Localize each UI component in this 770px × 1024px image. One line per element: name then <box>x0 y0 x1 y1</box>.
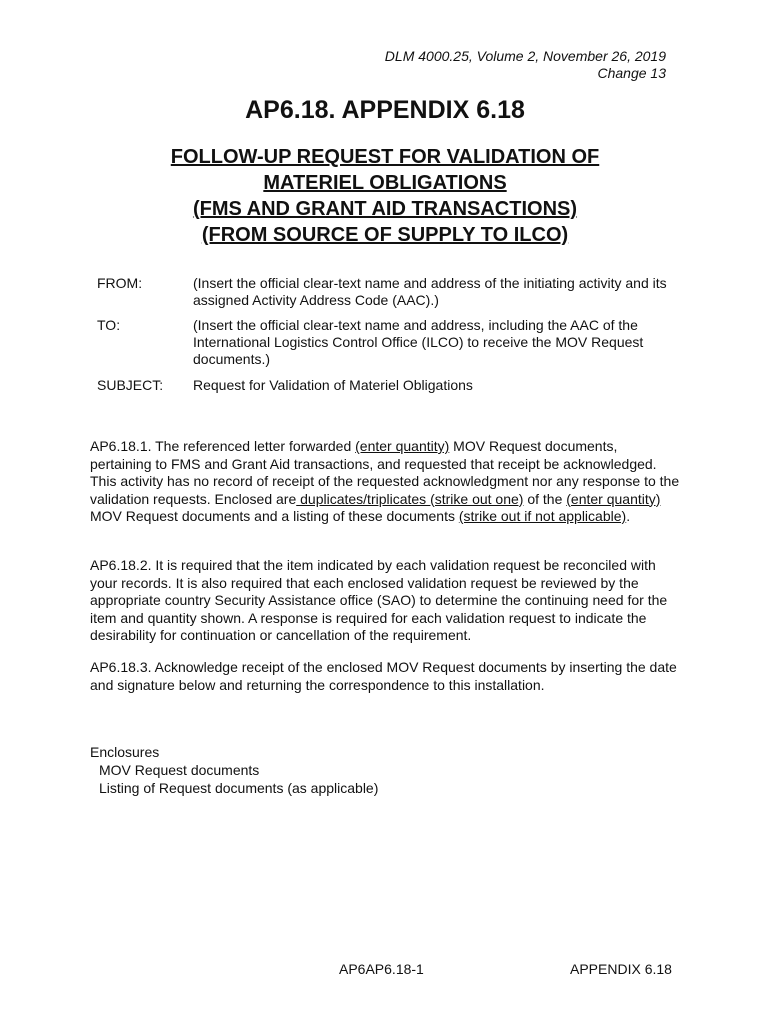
placeholder-text: (strike out if not applicable) <box>458 508 627 524</box>
enclosures-heading: Enclosures <box>90 744 160 760</box>
subtitle-line: MATERIEL OBLIGATIONS <box>263 172 507 194</box>
enclosure-item: Listing of Request documents (as applicable) <box>99 780 379 796</box>
placeholder-text: duplicates/triplicates (strike out one) <box>296 490 524 507</box>
placeholder-text: (enter quantity) <box>355 438 450 454</box>
page-title: AP6.18. APPENDIX 6.18 <box>245 96 525 124</box>
paragraph-3: AP6.18.3. Acknowledge receipt of the enclosed MOV Request documents by inserting the date and signature below and returning the correspondence to this installation. <box>90 659 677 693</box>
field-value: (Insert the official clear-text name and address, including the AAC of the International Logistics Control Office (ILCO) to receive the MOV Request documents.) <box>193 317 644 367</box>
text: of the <box>523 490 567 507</box>
page-number: AP6AP6.18-1 <box>339 961 424 977</box>
field-label: SUBJECT: <box>97 377 164 393</box>
enclosures <box>90 743 378 797</box>
field-value: (Insert the official clear-text name and address of the initiating activity and its assigned Activity Address Code (AAC).) <box>193 275 667 308</box>
header-line-1: DLM 4000.25, Volume 2, November 26, 2019 <box>384 48 666 64</box>
field-label: FROM: <box>97 275 143 291</box>
text: . <box>626 508 631 524</box>
field-label: TO: <box>97 317 121 333</box>
subtitle <box>0 144 770 248</box>
header-line-2: Change 13 <box>597 65 666 81</box>
text: MOV Request documents, pertaining to FMS and Grant Aid transactions, and requested that receipt be acknowledged. This activity has no record of receipt of the requested acknowledgment nor any response to the validation requests. Enclosed are <box>90 438 680 507</box>
placeholder-text: (enter quantity) <box>566 490 661 507</box>
subtitle-line: FOLLOW-UP REQUEST FOR VALIDATION OF <box>170 146 600 168</box>
text: MOV Request documents and a listing of these documents <box>90 508 459 524</box>
subtitle-line: (FMS AND GRANT AID TRANSACTIONS) <box>192 198 578 220</box>
enclosure-item: MOV Request documents <box>99 762 260 778</box>
field-value: Request for Validation of Materiel Obligations <box>193 377 473 393</box>
paragraph-2: AP6.18.2. It is required that the item indicated by each validation request be reconciled with your records. It is also required that each enclosed validation request be reviewed by the appropriate country Security Assistance office (SAO) to determine the continuing need for the item and quantity shown. A response is required for each validation request to indicate the desirability for continuation or cancellation of the requirement. <box>90 557 668 643</box>
paragraph-1 <box>90 438 682 526</box>
subtitle-line: (FROM SOURCE OF SUPPLY TO ILCO) <box>201 224 569 246</box>
footer-appendix: APPENDIX 6.18 <box>570 961 672 977</box>
text: AP6.18.1. The referenced letter forwarded <box>90 438 356 454</box>
